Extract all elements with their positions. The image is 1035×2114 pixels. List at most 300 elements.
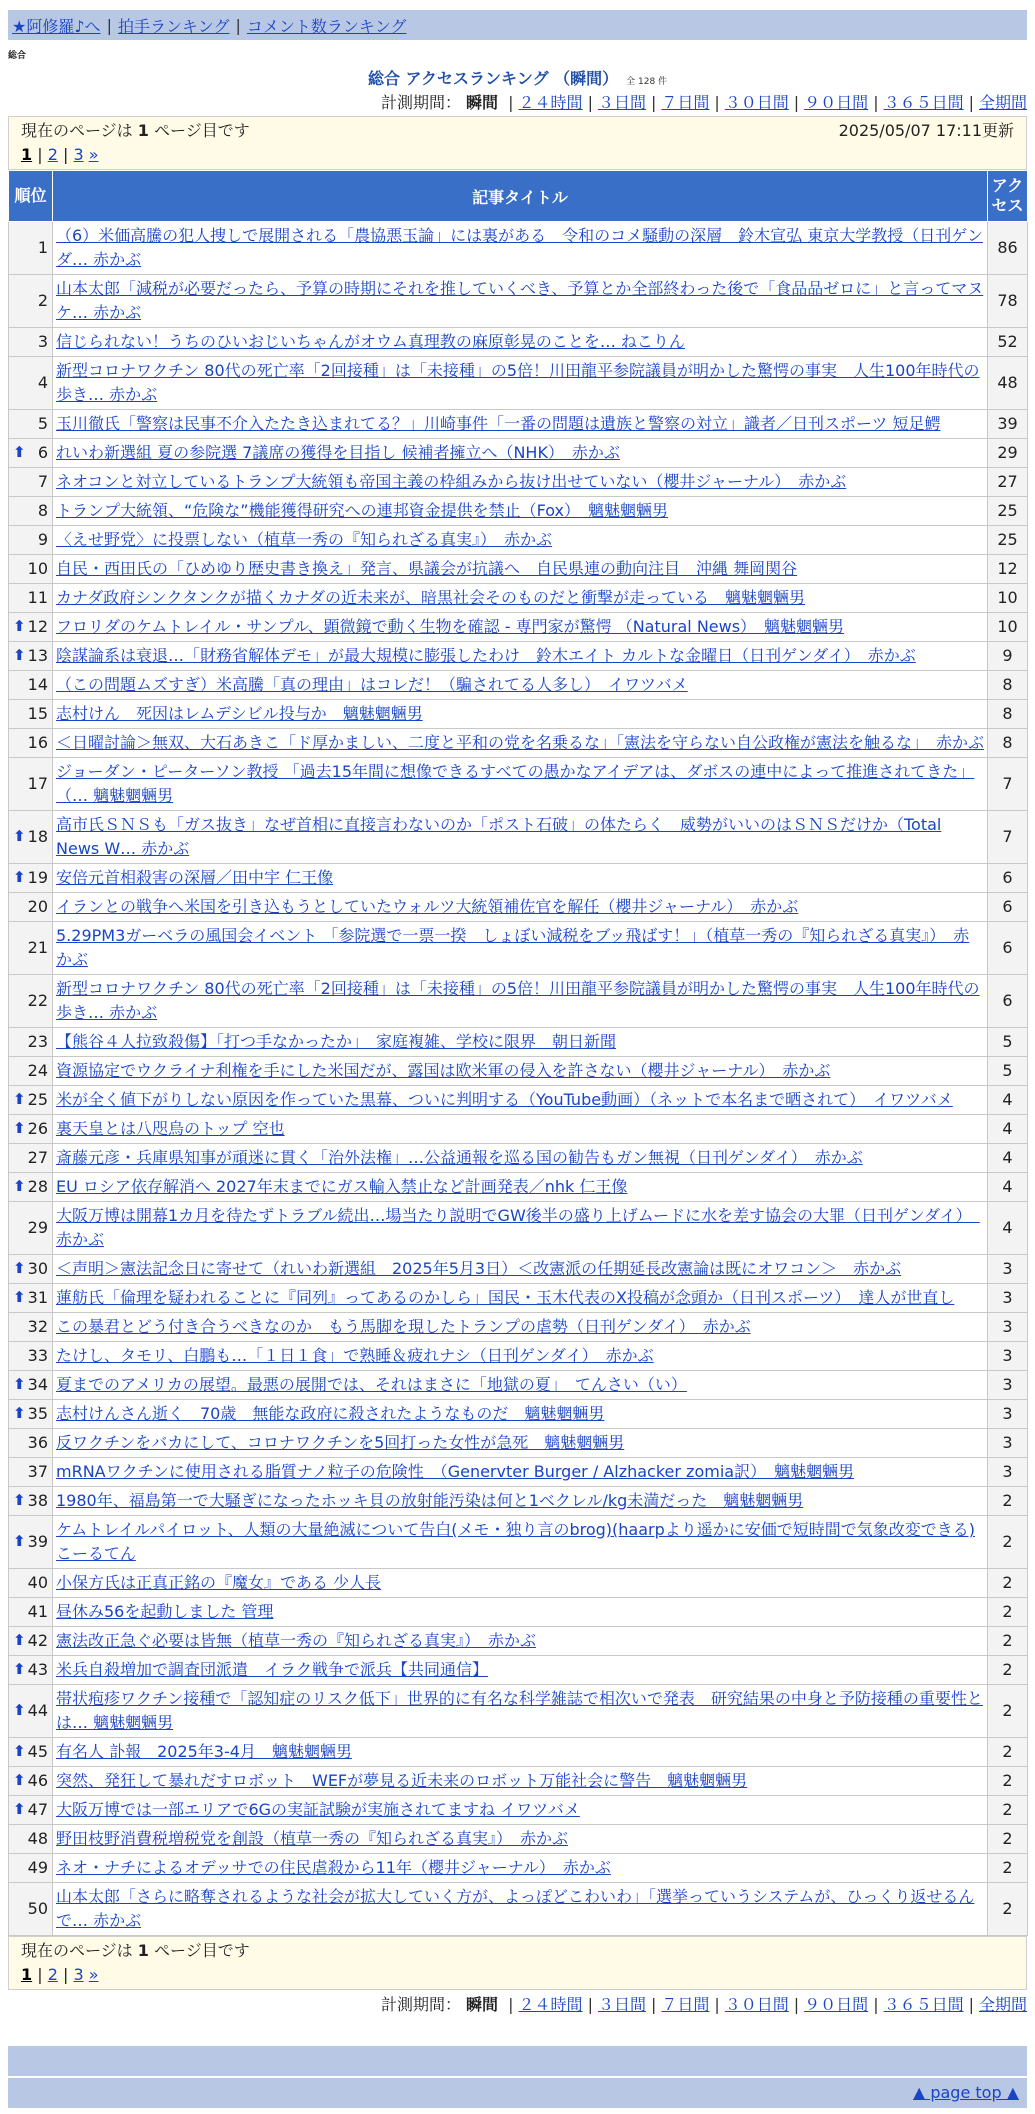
article-link[interactable]: この暴君とどう付き合うべきなのか もう馬脚を現したトランプの虐勢（日刊ゲンダイ） 赤かぶ bbox=[56, 1317, 751, 1336]
period-separator: | bbox=[508, 1995, 514, 2014]
access-count: 6 bbox=[988, 893, 1028, 922]
access-count: 4 bbox=[988, 1115, 1028, 1144]
article-link[interactable]: ジョーダン・ピーターソン教授 「過去15年間に想像できるすべての愚かなアイデアは、ダボスの連中によって推進されてきた」（… 魑魅魍魎男 bbox=[56, 762, 975, 805]
access-count: 2 bbox=[988, 1854, 1028, 1883]
access-count: 2 bbox=[988, 1767, 1028, 1796]
article-link[interactable]: 帯状疱疹ワクチン接種で「認知症のリスク低下」世界的に有名な科学雑誌で相次いで発表 研究結果の中身と予防接種の重要性とは… 魑魅魍魎男 bbox=[56, 1689, 983, 1732]
table-row bbox=[9, 275, 1028, 328]
total-count: 全 128 件 bbox=[626, 77, 668, 87]
access-count: 8 bbox=[988, 671, 1028, 700]
rank-cell bbox=[9, 613, 53, 642]
article-link[interactable]: 資源協定でウクライナ利権を手にした米国だが、露国は欧米軍の侵入を許さない（櫻井ジャーナル） 赤かぶ bbox=[56, 1061, 831, 1080]
access-count: 2 bbox=[988, 1598, 1028, 1627]
table-row bbox=[9, 1685, 1028, 1738]
rank-number: 4 bbox=[37, 373, 48, 392]
table-row bbox=[9, 700, 1028, 729]
period-separator: | bbox=[714, 93, 720, 112]
rank-up-arrow-icon: ⬆ bbox=[13, 1118, 26, 1137]
page-current: 1 bbox=[21, 1965, 33, 1984]
title-cell bbox=[53, 922, 988, 975]
article-link[interactable]: 反ワクチンをバカにして、コロナワクチンを5回打った女性が急死 魑魅魍魎男 bbox=[56, 1433, 625, 1452]
title-cell bbox=[53, 1400, 988, 1429]
period-link[interactable]: 全期間 bbox=[978, 93, 1027, 112]
table-row bbox=[9, 642, 1028, 671]
period-link[interactable]: ９０日間 bbox=[804, 1995, 869, 2014]
table-row bbox=[9, 1144, 1028, 1173]
access-count: 5 bbox=[988, 1028, 1028, 1057]
period-link[interactable]: ２４時間 bbox=[518, 93, 583, 112]
article-link[interactable]: イランとの戦争へ米国を引き込もうとしていたウォルツ大統領補佐官を解任（櫻井ジャーナル） 赤かぶ bbox=[56, 897, 799, 916]
table-row bbox=[9, 439, 1028, 468]
rank-cell bbox=[9, 1144, 53, 1173]
rank-cell bbox=[9, 1429, 53, 1458]
rank-up-arrow-icon: ⬆ bbox=[13, 1659, 26, 1678]
article-link[interactable]: 大阪万博は開幕1カ月を待たずトラブル続出…場当たり説明でGW後半の盛り上げムードに水を差す協会の大罪（日刊ゲンダイ） 赤かぶ bbox=[56, 1206, 980, 1249]
page-link[interactable]: 3 bbox=[73, 145, 84, 164]
rank-number: 14 bbox=[27, 675, 48, 694]
rank-number: 39 bbox=[27, 1532, 48, 1551]
title-cell bbox=[53, 1458, 988, 1487]
table-row bbox=[9, 1057, 1028, 1086]
table-row bbox=[9, 1342, 1028, 1371]
rank-cell bbox=[9, 893, 53, 922]
pager-top bbox=[8, 116, 1027, 170]
rank-cell bbox=[9, 1086, 53, 1115]
article-link[interactable]: 斎藤元彦・兵庫県知事が頑迷に貫く「治外法権」…公益通報を巡る国の勧告もガン無視（日刊ゲンダイ） 赤かぶ bbox=[56, 1148, 863, 1167]
table-row bbox=[9, 1400, 1028, 1429]
rank-number: 29 bbox=[27, 1218, 48, 1237]
rank-cell bbox=[9, 1371, 53, 1400]
table-row bbox=[9, 1516, 1028, 1569]
article-link[interactable]: 1980年、福島第一で大騒ぎになったホッキ貝の放射能汚染は何と1ベクレル/kg未満だった 魑魅魍魎男 bbox=[56, 1491, 804, 1510]
rank-up-arrow-icon: ⬆ bbox=[13, 1089, 26, 1108]
rank-cell bbox=[9, 410, 53, 439]
title-cell bbox=[53, 1767, 988, 1796]
rank-number: 8 bbox=[37, 501, 48, 520]
rank-number: 10 bbox=[27, 559, 48, 578]
article-link[interactable]: 5.29PM3ガーベラの風国会イベント 「参院選で一票一揆 しょぼい減税をブッ飛ばす！」（植草一秀の『知られざる真実』） 赤かぶ bbox=[56, 926, 970, 969]
table-row bbox=[9, 893, 1028, 922]
rank-cell bbox=[9, 222, 53, 275]
title-cell bbox=[53, 975, 988, 1028]
access-count: 4 bbox=[988, 1086, 1028, 1115]
table-row bbox=[9, 1284, 1028, 1313]
title-cell bbox=[53, 1656, 988, 1685]
rank-up-arrow-icon: ⬆ bbox=[13, 1700, 26, 1719]
article-link[interactable]: mRNAワクチンに使用される脂質ナノ粒子の危険性 （Genervter Burger / Alzhacker zomia訳） 魑魅魍魎男 bbox=[56, 1462, 855, 1481]
article-link[interactable]: 山本太郎「さらに略奪されるような社会が拡大していく方が、よっぽどこわいわ」「選挙っていうシステムが、ひっくり返せるんで… 赤かぶ bbox=[56, 1887, 975, 1930]
title-cell bbox=[53, 1371, 988, 1400]
period-separator: | bbox=[587, 1995, 593, 2014]
rank-up-arrow-icon: ⬆ bbox=[13, 1799, 26, 1818]
access-count: 8 bbox=[988, 729, 1028, 758]
rank-number: 47 bbox=[27, 1800, 48, 1819]
table-row bbox=[9, 222, 1028, 275]
title-cell bbox=[53, 811, 988, 864]
rank-cell bbox=[9, 328, 53, 357]
access-count: 3 bbox=[988, 1342, 1028, 1371]
rank-number: 1 bbox=[37, 238, 48, 257]
article-link[interactable]: 米が全く値下がりしない原因を作っていた黒幕、ついに判明する（YouTube動画）（ネットで本名まで晒されて） イワツバメ bbox=[56, 1090, 953, 1109]
rank-cell bbox=[9, 1767, 53, 1796]
title-cell bbox=[53, 613, 988, 642]
page-link[interactable]: 2 bbox=[47, 1965, 58, 1984]
article-link[interactable]: 昼休み56を起動しました 管理 bbox=[56, 1602, 274, 1621]
title-cell bbox=[53, 1086, 988, 1115]
rank-number: 43 bbox=[27, 1660, 48, 1679]
table-row bbox=[9, 1883, 1028, 1936]
rank-number: 35 bbox=[27, 1404, 48, 1423]
rank-cell bbox=[9, 526, 53, 555]
rank-number: 30 bbox=[27, 1259, 48, 1278]
period-link[interactable]: ２４時間 bbox=[518, 1995, 583, 2014]
article-link[interactable]: 陰謀論系は衰退…「財務省解体デモ」が最大規模に膨張したわけ 鈴木エイト カルトな金曜日（日刊ゲンダイ） 赤かぶ bbox=[56, 646, 916, 665]
table-row bbox=[9, 1796, 1028, 1825]
rank-cell bbox=[9, 671, 53, 700]
rank-number: 25 bbox=[27, 1090, 48, 1109]
rank-header: 順位 bbox=[9, 171, 53, 222]
rank-number: 15 bbox=[27, 704, 48, 723]
rank-cell bbox=[9, 439, 53, 468]
rank-cell bbox=[9, 1796, 53, 1825]
rank-cell bbox=[9, 1458, 53, 1487]
period-link[interactable]: ３日間 bbox=[597, 93, 646, 112]
rank-up-arrow-icon: ⬆ bbox=[13, 1531, 26, 1550]
article-link[interactable]: 夏までのアメリカの展望。最悪の展開では、それはまさに「地獄の夏」 てんさい（い） bbox=[56, 1375, 687, 1394]
table-row bbox=[9, 1854, 1028, 1883]
table-row bbox=[9, 328, 1028, 357]
article-link[interactable]: 自民・西田氏の「ひめゆり歴史書き換え」発言、県議会が抗議へ 自民県連の動向注目 沖縄 舞岡関谷 bbox=[56, 559, 798, 578]
article-link[interactable]: 米兵自殺増加で調査団派遣 イラク戦争で派兵【共同通信】 bbox=[56, 1660, 489, 1679]
article-link[interactable]: 新型コロナワクチン 80代の死亡率「2回接種」は「未接種」の5倍！川田龍平参院議員が明かした驚愕の事実 人生100年時代の歩き… 赤かぶ bbox=[56, 361, 980, 404]
article-link[interactable]: 憲法改正急ぐ必要は皆無（植草一秀の『知られざる真実』） 赤かぶ bbox=[56, 1631, 537, 1650]
nav-separator: | bbox=[106, 15, 112, 35]
period-link[interactable]: ７日間 bbox=[661, 1995, 710, 2014]
article-link[interactable]: 蓮舫氏「倫理を疑われることに『同列』ってあるのかしら」国民・玉木代表のX投稿が念頭か（日刊スポーツ） 達人が世直し bbox=[56, 1288, 955, 1307]
home-link[interactable]: ★阿修羅♪へ bbox=[12, 16, 101, 36]
rank-cell bbox=[9, 700, 53, 729]
article-link[interactable]: たけし、タモリ、白鵬も…「１日１食」で熟睡＆疲れナシ（日刊ゲンダイ） 赤かぶ bbox=[56, 1346, 654, 1365]
title-cell bbox=[53, 700, 988, 729]
title-header: 記事タイトル bbox=[53, 171, 988, 222]
rank-cell bbox=[9, 1115, 53, 1144]
title-cell bbox=[53, 729, 988, 758]
article-link[interactable]: ネオコンと対立しているトランプ大統領も帝国主義の枠組みから抜け出せていない（櫻井ジャーナル） 赤かぶ bbox=[56, 472, 847, 491]
access-count: 3 bbox=[988, 1255, 1028, 1284]
rank-cell bbox=[9, 357, 53, 410]
title-cell bbox=[53, 1342, 988, 1371]
page-info: 現在のページは 1 ページ目です bbox=[21, 121, 250, 140]
article-link[interactable]: 突然、発狂して暴れだすロボット WEFが夢見る近未来のロボット万能社会に警告 魑魅魍魎男 bbox=[56, 1771, 748, 1790]
title-cell bbox=[53, 671, 988, 700]
access-count: 6 bbox=[988, 975, 1028, 1028]
page-link[interactable]: 2 bbox=[47, 145, 58, 164]
rank-cell bbox=[9, 975, 53, 1028]
access-count: 4 bbox=[988, 1173, 1028, 1202]
rank-up-arrow-icon: ⬆ bbox=[13, 1287, 26, 1306]
access-count: 27 bbox=[988, 468, 1028, 497]
access-count: 6 bbox=[988, 864, 1028, 893]
access-count: 7 bbox=[988, 758, 1028, 811]
rank-cell bbox=[9, 1028, 53, 1057]
rank-number: 21 bbox=[27, 938, 48, 957]
article-link[interactable]: 志村けん 死因はレムデシビル投与か 魑魅魍魎男 bbox=[56, 704, 423, 723]
table-row bbox=[9, 1429, 1028, 1458]
table-row bbox=[9, 1086, 1028, 1115]
table-row bbox=[9, 1487, 1028, 1516]
table-row bbox=[9, 555, 1028, 584]
rank-up-arrow-icon: ⬆ bbox=[13, 1374, 26, 1393]
table-row bbox=[9, 357, 1028, 410]
access-count: 4 bbox=[988, 1202, 1028, 1255]
updated-time: 2025/05/07 17:11更新 bbox=[838, 121, 1014, 140]
access-header: アクセス bbox=[988, 171, 1028, 222]
period-separator: | bbox=[650, 93, 657, 112]
table-row bbox=[9, 671, 1028, 700]
rank-up-arrow-icon: ⬆ bbox=[13, 1630, 26, 1649]
period-separator: | bbox=[587, 93, 593, 112]
table-row bbox=[9, 584, 1028, 613]
title-cell bbox=[53, 642, 988, 671]
rank-number: 49 bbox=[27, 1858, 48, 1877]
access-count: 3 bbox=[988, 1284, 1028, 1313]
period-separator: | bbox=[508, 93, 514, 112]
rank-cell bbox=[9, 922, 53, 975]
article-link[interactable]: 野田枝野消費税増税党を創設（植草一秀の『知られざる真実』） 赤かぶ bbox=[56, 1829, 569, 1848]
title-cell bbox=[53, 410, 988, 439]
page-links: 1 | 2 | 3 » bbox=[21, 1965, 99, 1984]
title-cell bbox=[53, 1627, 988, 1656]
article-link[interactable]: れいわ新選組 夏の参院選 7議席の獲得を目指し 候補者擁立へ（NHK） 赤かぶ bbox=[56, 443, 620, 462]
article-link[interactable]: （6）米価高騰の犯人捜しで展開される「農協悪玉論」には裏がある 令和のコメ騒動の深層 鈴木宣弘 東京大学教授（日刊ゲンダ… 赤かぶ bbox=[56, 226, 983, 269]
period-label: 計測期間： bbox=[380, 1995, 461, 2014]
article-link[interactable]: 小保方氏は正真正銘の『魔女』である 少人長 bbox=[56, 1573, 382, 1592]
period-separator: | bbox=[873, 1995, 879, 2014]
rank-number: 6 bbox=[37, 443, 48, 462]
rank-cell bbox=[9, 468, 53, 497]
article-link[interactable]: 新型コロナワクチン 80代の死亡率「2回接種」は「未接種」の5倍！川田龍平参院議員が明かした驚愕の事実 人生100年時代の歩き… 赤かぶ bbox=[56, 979, 980, 1022]
rank-number: 7 bbox=[37, 472, 48, 491]
ranking-table bbox=[8, 170, 1028, 1936]
table-row bbox=[9, 1569, 1028, 1598]
rank-number: 23 bbox=[27, 1032, 48, 1051]
table-row bbox=[9, 1627, 1028, 1656]
period-current: 瞬間 bbox=[466, 1995, 499, 2014]
access-count: 3 bbox=[988, 1429, 1028, 1458]
rank-number: 46 bbox=[27, 1771, 48, 1790]
article-link[interactable]: 裏天皇とは八咫烏のトップ 空也 bbox=[56, 1119, 285, 1138]
rank-cell bbox=[9, 864, 53, 893]
period-link[interactable]: 全期間 bbox=[978, 1995, 1027, 2014]
title-cell bbox=[53, 1487, 988, 1516]
table-row bbox=[9, 864, 1028, 893]
title-cell bbox=[53, 1202, 988, 1255]
rank-number: 16 bbox=[27, 733, 48, 752]
article-link[interactable]: 〈えせ野党〉に投票しない（植草一秀の『知られざる真実』） 赤かぶ bbox=[56, 530, 553, 549]
article-link[interactable]: フロリダのケムトレイル・サンプル、顕微鏡で動く生物を確認 - 専門家が驚愕 （Natural News） 魑魅魍魎男 bbox=[56, 617, 845, 636]
period-link[interactable]: ７日間 bbox=[661, 93, 710, 112]
title-cell bbox=[53, 1284, 988, 1313]
table-row bbox=[9, 922, 1028, 975]
period-link[interactable]: ３６５日間 bbox=[883, 93, 964, 112]
rank-cell bbox=[9, 1057, 53, 1086]
access-count: 52 bbox=[988, 328, 1028, 357]
title-cell bbox=[53, 1825, 988, 1854]
access-count: 10 bbox=[988, 613, 1028, 642]
title-cell bbox=[53, 1883, 988, 1936]
period-label: 計測期間： bbox=[380, 93, 461, 112]
rank-cell bbox=[9, 1400, 53, 1429]
article-link[interactable]: EU ロシア依存解消へ 2027年末までにガス輸入禁止など計画発表／nhk 仁王像 bbox=[56, 1177, 628, 1196]
access-count: 48 bbox=[988, 357, 1028, 410]
clap-ranking-link[interactable]: 拍手ランキング bbox=[117, 16, 230, 36]
article-link[interactable]: トランプ大統領、“危険な”機能獲得研究への連邦資金提供を禁止（Fox） 魑魅魍魎男 bbox=[56, 501, 668, 520]
article-link[interactable]: ネオ・ナチによるオデッサでの住民虐殺から11年（櫻井ジャーナル） 赤かぶ bbox=[56, 1858, 611, 1877]
table-row bbox=[9, 1202, 1028, 1255]
rank-number: 33 bbox=[27, 1346, 48, 1365]
rank-cell bbox=[9, 642, 53, 671]
table-row bbox=[9, 1028, 1028, 1057]
access-count: 9 bbox=[988, 642, 1028, 671]
article-link[interactable]: 有名人 訃報 2025年3-4月 魑魅魍魎男 bbox=[56, 1742, 352, 1761]
article-link[interactable]: 山本太郎「減税が必要だったら、予算の時期にそれを推していくべき、予算とか全部終わった後で「食品品ゼロに」と言ってマヌケ… 赤かぶ bbox=[56, 279, 984, 322]
rank-cell bbox=[9, 497, 53, 526]
table-row bbox=[9, 975, 1028, 1028]
rank-cell bbox=[9, 1569, 53, 1598]
title-cell bbox=[53, 275, 988, 328]
rank-cell bbox=[9, 584, 53, 613]
rank-cell bbox=[9, 758, 53, 811]
access-count: 2 bbox=[988, 1656, 1028, 1685]
title-cell bbox=[53, 357, 988, 410]
footer-bar bbox=[8, 2046, 1027, 2076]
access-count: 2 bbox=[988, 1487, 1028, 1516]
access-count: 3 bbox=[988, 1400, 1028, 1429]
article-link[interactable]: 【熊谷４人拉致殺傷】「打つ手なかったか」 家庭複雑、学校に限界 朝日新聞 bbox=[56, 1032, 617, 1051]
title-cell bbox=[53, 1429, 988, 1458]
access-count: 2 bbox=[988, 1738, 1028, 1767]
title-cell bbox=[53, 1255, 988, 1284]
access-count: 25 bbox=[988, 526, 1028, 555]
page-top-link[interactable]: ▲ page top ▲ bbox=[912, 2083, 1019, 2102]
comment-ranking-link[interactable]: コメント数ランキング bbox=[246, 16, 407, 36]
period-separator: | bbox=[650, 1995, 657, 2014]
page-title bbox=[8, 68, 1027, 90]
access-count: 3 bbox=[988, 1313, 1028, 1342]
period-link[interactable]: ９０日間 bbox=[804, 93, 869, 112]
rank-up-arrow-icon: ⬆ bbox=[13, 826, 26, 845]
access-count: 2 bbox=[988, 1825, 1028, 1854]
title-cell bbox=[53, 893, 988, 922]
table-row bbox=[9, 410, 1028, 439]
rank-up-arrow-icon: ⬆ bbox=[13, 867, 26, 886]
rank-cell bbox=[9, 1854, 53, 1883]
article-link[interactable]: （この問題ムズすぎ）米高騰「真の理由」はコレだ！（騙されてる人多し） イワツバメ bbox=[56, 675, 688, 694]
rank-number: 17 bbox=[27, 774, 48, 793]
article-link[interactable]: カナダ政府シンクタンクが描くカナダの近未来が、暗黒社会そのものだと衝撃が走っている 魑魅魍魎男 bbox=[56, 588, 806, 607]
article-link[interactable]: 高市氏ＳＮＳも「ガス抜き」なぜ首相に直接言わないのか「ポスト石破」の体たらく 威勢がいいのはＳＮＳだけか（Total News W… 赤かぶ bbox=[56, 815, 942, 858]
table-row bbox=[9, 758, 1028, 811]
next-page-link[interactable]: » bbox=[88, 145, 99, 164]
period-link[interactable]: ３０日間 bbox=[724, 93, 789, 112]
title-cell bbox=[53, 1057, 988, 1086]
rank-number: 24 bbox=[27, 1061, 48, 1080]
access-count: 10 bbox=[988, 584, 1028, 613]
access-count: 8 bbox=[988, 700, 1028, 729]
rank-cell bbox=[9, 1738, 53, 1767]
title-cell bbox=[53, 1516, 988, 1569]
table-row bbox=[9, 1313, 1028, 1342]
rank-number: 38 bbox=[27, 1491, 48, 1510]
article-link[interactable]: 志村けんさん逝く 70歳 無能な政府に殺されたようなものだ 魑魅魍魎男 bbox=[56, 1404, 605, 1423]
rank-cell bbox=[9, 1825, 53, 1854]
rank-up-arrow-icon: ⬆ bbox=[13, 442, 26, 461]
rank-number: 18 bbox=[27, 827, 48, 846]
table-row bbox=[9, 1767, 1028, 1796]
page-links: 1 | 2 | 3 » bbox=[21, 145, 99, 164]
rank-number: 42 bbox=[27, 1631, 48, 1650]
period-separator: | bbox=[873, 93, 879, 112]
page-info: 現在のページは 1 ページ目です bbox=[21, 1941, 250, 1960]
title-cell bbox=[53, 1144, 988, 1173]
rank-number: 11 bbox=[27, 588, 48, 607]
table-row bbox=[9, 1825, 1028, 1854]
article-link[interactable]: ＜声明＞憲法記念日に寄せて（れいわ新選組 2025年5月3日）＜改憲派の任期延長改憲論は既にオワコン＞ 赤かぶ bbox=[56, 1259, 902, 1278]
rank-number: 13 bbox=[27, 646, 48, 665]
article-link[interactable]: 大阪万博では一部エリアで6Gの実証試験が実施されてますね イワツバメ bbox=[56, 1800, 580, 1819]
period-link[interactable]: ３日間 bbox=[597, 1995, 646, 2014]
article-link[interactable]: 信じられない！うちのひいおじいちゃんがオウム真理教の麻原彰晃のことを… ねこりん bbox=[56, 332, 685, 351]
article-link[interactable]: ＜日曜討論＞無双、大石あきこ「ド厚かましい、二度と平和の党を名乗るな」「憲法を守らない自公政権が憲法を触るな」 赤かぶ bbox=[56, 733, 985, 752]
rank-cell bbox=[9, 1627, 53, 1656]
access-count: 25 bbox=[988, 497, 1028, 526]
period-separator: | bbox=[793, 1995, 800, 2014]
title-cell bbox=[53, 1313, 988, 1342]
title-cell bbox=[53, 1173, 988, 1202]
rank-number: 41 bbox=[27, 1602, 48, 1621]
period-separator: | bbox=[714, 1995, 720, 2014]
access-count: 2 bbox=[988, 1569, 1028, 1598]
next-page-link[interactable]: » bbox=[88, 1965, 99, 1984]
period-link[interactable]: ３６５日間 bbox=[883, 1995, 964, 2014]
access-count: 3 bbox=[988, 1458, 1028, 1487]
table-row bbox=[9, 1738, 1028, 1767]
article-link[interactable]: 玉川徹氏「警察は民事不介入たたき込まれてる？」川崎事件「一番の問題は遺族と警察の対立」識者／日刊スポーツ 短足鰐 bbox=[56, 414, 941, 433]
category-label: 総合 bbox=[8, 51, 27, 61]
rank-number: 50 bbox=[27, 1899, 48, 1918]
rank-cell bbox=[9, 1487, 53, 1516]
rank-up-arrow-icon: ⬆ bbox=[13, 645, 26, 664]
article-link[interactable]: 安倍元首相殺害の深層／田中宇 仁王像 bbox=[56, 868, 334, 887]
nav-separator: | bbox=[235, 15, 241, 35]
title-cell bbox=[53, 1796, 988, 1825]
page-link[interactable]: 3 bbox=[73, 1965, 84, 1984]
access-count: 78 bbox=[988, 275, 1028, 328]
title-cell bbox=[53, 468, 988, 497]
period-link[interactable]: ３０日間 bbox=[724, 1995, 789, 2014]
access-count: 2 bbox=[988, 1685, 1028, 1738]
table-row bbox=[9, 468, 1028, 497]
rank-number: 34 bbox=[27, 1375, 48, 1394]
rank-up-arrow-icon: ⬆ bbox=[13, 1741, 26, 1760]
table-row bbox=[9, 811, 1028, 864]
article-link[interactable]: ケムトレイルパイロット、人類の大量絶滅について告白(メモ・独り言のbrog)(haarpより遥かに安価で短時間で気象改変できる) こーるてん bbox=[56, 1520, 975, 1563]
rank-up-arrow-icon: ⬆ bbox=[13, 1403, 26, 1422]
access-count: 3 bbox=[988, 1371, 1028, 1400]
rank-cell bbox=[9, 1883, 53, 1936]
access-count: 5 bbox=[988, 1057, 1028, 1086]
rank-number: 44 bbox=[27, 1701, 48, 1720]
